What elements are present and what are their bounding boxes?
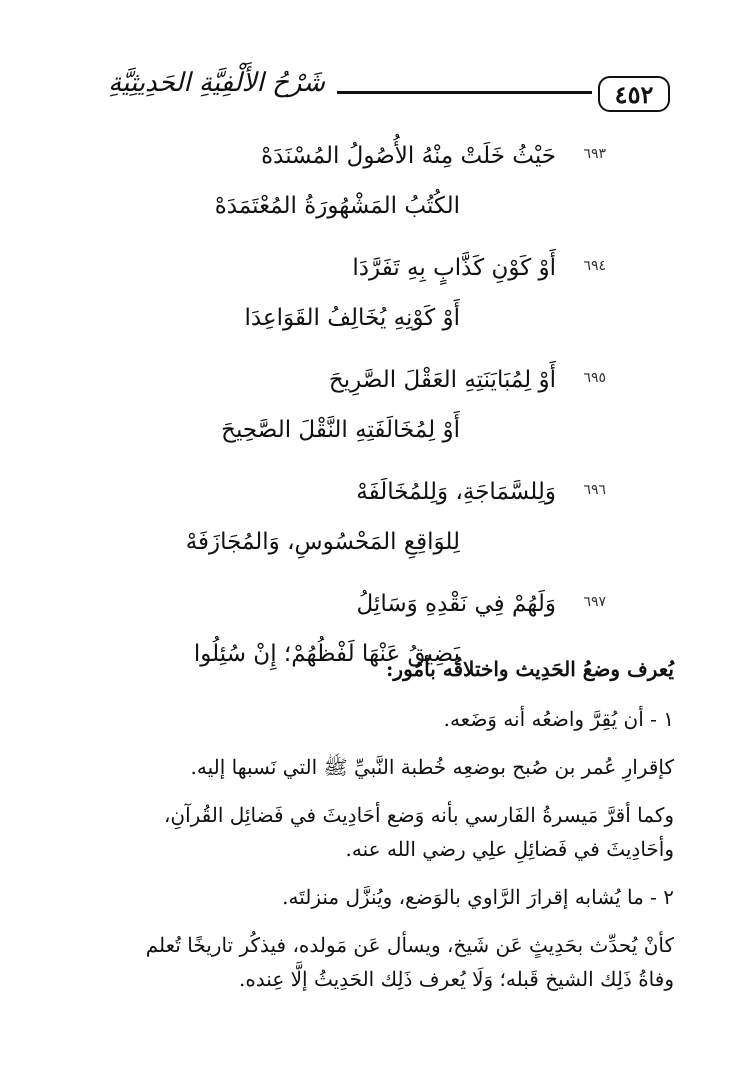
paragraph <box>96 928 674 996</box>
header-rule <box>337 91 592 94</box>
paragraph-line: وكما أقرَّ مَيسرةُ الفَارسي بأنه وَضع أحَادِيثَ في فَضائِل القُرآنِ، <box>163 803 674 827</box>
paragraph-line: كأنْ يُحدِّث بحَدِيثٍ عَن شَيخ، ويسأل عَن مَولده، فيذكُر تاريخًا تُعلم <box>145 933 674 957</box>
list-item: ١ - أن يُقِرَّ واضعُه أنه وَضَعه. <box>443 707 674 731</box>
verse-number: ٦٩٣ <box>583 146 606 162</box>
verse <box>120 128 606 240</box>
paragraph <box>96 798 674 866</box>
verse-second-hemistich: أَوْ لِمُخَالَفَتِهِ النَّقْلَ الصَّحِيحَ <box>221 417 460 443</box>
verse-number: ٦٩٥ <box>583 370 606 386</box>
verse-second-hemistich: أَوْ كَوْنِهِ يُخَالِفُ القَوَاعِدَا <box>244 305 460 331</box>
verse-first-hemistich: وَلِلسَّمَاجَةِ، وَلِلمُخَالَفَهْ <box>356 479 556 505</box>
poem-verses <box>120 128 606 688</box>
verse <box>120 240 606 352</box>
list-item: ٢ - ما يُشابه إقرارَ الرَّاوي بالوَضع، ويُنزَّل منزلتَه. <box>282 885 674 909</box>
verse-second-hemistich: لِلوَاقِعِ المَحْسُوسِ، وَالمُجَازَفَهْ <box>185 529 460 555</box>
verse <box>120 464 606 576</box>
verse-first-hemistich: وَلَهُمْ فِي نَقْدِهِ وَسَائِلُ <box>356 591 556 617</box>
commentary-text <box>96 652 674 1010</box>
verse-number: ٦٩٧ <box>583 594 606 610</box>
verse-second-hemistich: الكُتُبُ المَشْهُورَةُ المُعْتَمَدَهْ <box>214 193 460 219</box>
verse-first-hemistich: حَيْثُ خَلَتْ مِنْهُ الأُصُولُ المُسْنَدَهْ <box>261 143 556 169</box>
verse-number: ٦٩٤ <box>583 258 606 274</box>
verse-first-hemistich: أَوْ لِمُبَايَنَتِهِ العَقْلَ الصَّرِيحَ <box>328 367 556 393</box>
verse <box>120 352 606 464</box>
section-heading: يُعرف وضعُ الحَدِيث واختلاقُه بأمُور: <box>386 657 674 681</box>
book-title: شَرْحُ الأَلْفِيَّةِ الحَدِيثِيَّةِ <box>108 68 325 98</box>
verse-second-hemistich: يَضِيقُ عَنْهَا لَفْظُهُمْ؛ إِنْ سُئِلُوا <box>193 641 460 667</box>
verse-number: ٦٩٦ <box>583 482 606 498</box>
verse-first-hemistich: أَوْ كَوْنِ كَذَّابٍ بِهِ تَفَرَّدَا <box>352 255 556 281</box>
paragraph: كإقرارِ عُمر بن صُبح بوضعِه خُطبة النَّبيِّ ﷺ التي نَسبها إليه. <box>190 755 674 779</box>
paragraph-line: وفاةُ ذَلِك الشيخ قَبله؛ وَلَا يُعرف ذَلِك الحَدِيثُ إلَّا عِنده. <box>238 967 674 991</box>
page-header <box>58 68 670 118</box>
paragraph-line: وأحَادِيثَ في فَضائِلِ علِي رضي الله عنه. <box>345 837 674 861</box>
page-number: ٤٥٢ <box>598 76 670 112</box>
